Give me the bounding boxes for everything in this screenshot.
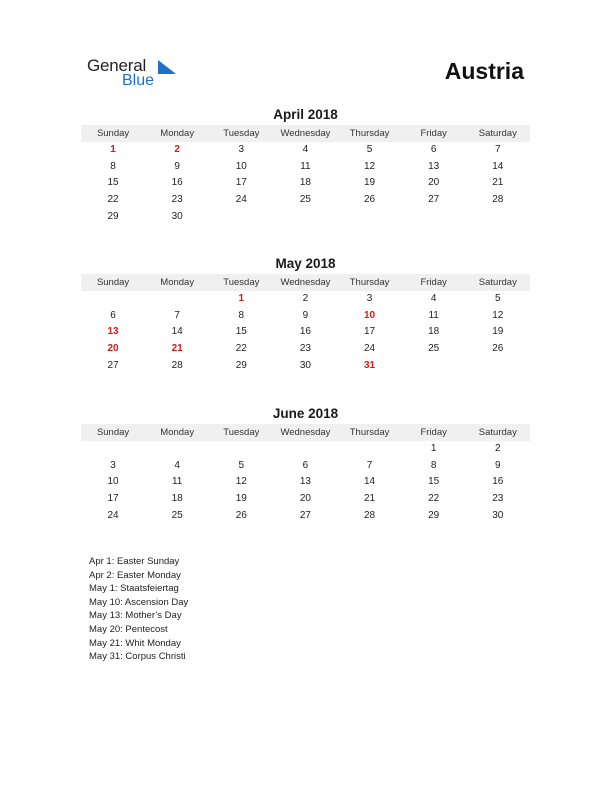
day-cell: 23 (299, 343, 311, 355)
weekday-label: Saturday (478, 277, 517, 288)
day-cell: 12 (364, 160, 376, 172)
weekday-label: Sunday (96, 427, 130, 438)
day-cell: 21 (364, 493, 376, 505)
day-cell: 27 (299, 509, 311, 521)
day-cell: 5 (238, 459, 245, 471)
day-cell: 11 (300, 160, 311, 172)
day-cell: 14 (492, 160, 504, 172)
day-cell: 16 (299, 326, 311, 338)
weekday-label: Sunday (96, 277, 130, 288)
day-cell: 7 (174, 309, 180, 321)
day-cell: 15 (428, 476, 440, 488)
day-cell: 25 (428, 343, 440, 355)
day-cell: 1 (430, 443, 437, 454)
weekday-label: Wednesday (280, 427, 331, 438)
day-cell: 24 (364, 343, 376, 355)
empty-day-cell (145, 441, 209, 458)
day-cell: 5 (495, 293, 501, 304)
day-cell: 8 (430, 459, 437, 471)
day-grid (81, 441, 530, 524)
day-cell: 15 (235, 326, 247, 338)
holiday-item: Apr 1: Easter Sunday (89, 556, 180, 567)
day-cell: 18 (299, 177, 311, 189)
day-cell: 30 (171, 210, 183, 222)
holiday-item: Apr 2: Easter Monday (89, 569, 181, 581)
day-cell: 6 (302, 459, 309, 471)
day-cell: 13 (299, 476, 311, 488)
day-cell: 3 (238, 144, 245, 155)
holiday-item: May 1: Staatsfeiertag (89, 583, 179, 595)
day-cell: 21 (492, 177, 504, 189)
day-cell: 17 (364, 326, 376, 338)
holiday-item: May 21: Whit Monday (89, 637, 181, 649)
weekday-label: Friday (420, 427, 447, 438)
day-cell: 5 (366, 144, 373, 155)
day-cell: 12 (235, 476, 247, 488)
day-cell: 16 (492, 476, 504, 488)
day-cell: 24 (235, 194, 247, 206)
weekday-label: Friday (420, 128, 447, 139)
holiday-day-cell: 2 (174, 144, 180, 155)
day-cell: 9 (495, 459, 501, 471)
weekday-label: Thursday (349, 427, 390, 438)
empty-day-cell (273, 441, 337, 458)
month-title: April 2018 (273, 107, 338, 122)
weekday-label: Tuesday (223, 128, 260, 139)
day-cell: 26 (364, 194, 376, 206)
day-cell: 9 (302, 309, 309, 321)
holiday-day-cell: 1 (238, 293, 245, 304)
day-cell: 22 (107, 194, 119, 206)
day-cell: 14 (364, 476, 376, 488)
day-cell: 4 (302, 144, 309, 155)
day-cell: 3 (110, 459, 116, 471)
day-cell: 25 (299, 194, 311, 206)
weekday-label: Saturday (478, 128, 517, 139)
day-cell: 17 (235, 177, 247, 189)
day-cell: 27 (428, 194, 440, 206)
weekday-label: Monday (160, 427, 195, 438)
weekday-label: Wednesday (280, 128, 331, 139)
day-cell: 10 (235, 160, 247, 172)
day-cell: 9 (174, 160, 180, 172)
brand-logo (87, 56, 187, 92)
weekday-label: Thursday (349, 277, 390, 288)
day-cell: 16 (171, 177, 183, 189)
empty-day-cell (338, 441, 402, 458)
month-title: June 2018 (272, 406, 339, 421)
day-cell: 28 (171, 359, 183, 371)
holiday-day-cell: 31 (364, 359, 376, 371)
day-cell: 19 (492, 326, 504, 338)
weekday-label: Friday (420, 277, 447, 288)
holiday-day-cell: 1 (110, 144, 116, 155)
weekday-label: Sunday (96, 128, 130, 139)
day-cell: 19 (364, 177, 376, 189)
empty-day-cell (145, 291, 209, 308)
day-cell: 17 (107, 493, 119, 505)
holiday-item: May 31: Corpus Christi (89, 651, 186, 663)
day-cell: 25 (171, 509, 183, 521)
day-cell: 26 (492, 343, 504, 355)
month-april (81, 107, 530, 225)
day-cell: 3 (366, 293, 373, 304)
day-cell: 14 (171, 326, 183, 338)
day-cell: 29 (428, 509, 440, 521)
weekday-label: Tuesday (223, 277, 260, 288)
weekday-header (81, 274, 530, 291)
empty-day-cell (81, 291, 145, 308)
holiday-list (89, 555, 188, 664)
weekday-label: Thursday (349, 128, 390, 139)
holiday-item: May 13: Mother’s Day (89, 610, 182, 622)
day-cell: 6 (430, 144, 437, 155)
day-cell: 28 (364, 509, 376, 521)
holiday-day-cell: 13 (107, 326, 119, 338)
day-cell: 18 (171, 493, 183, 505)
day-grid (81, 142, 530, 225)
month-title: May 2018 (275, 256, 336, 271)
day-cell: 11 (171, 476, 183, 488)
day-cell: 23 (492, 493, 504, 505)
weekday-header (81, 424, 530, 441)
day-cell: 22 (235, 343, 247, 355)
month-may (81, 256, 530, 374)
day-cell: 26 (235, 509, 247, 521)
day-cell: 8 (238, 309, 245, 321)
day-cell: 19 (235, 493, 247, 505)
day-cell: 29 (107, 210, 119, 222)
day-grid (81, 291, 530, 374)
day-cell: 23 (171, 194, 183, 206)
holiday-item: May 20: Pentecost (89, 623, 168, 635)
day-cell: 29 (235, 359, 247, 371)
logo-text-general: General (87, 56, 147, 75)
day-cell: 2 (302, 293, 309, 304)
day-cell: 20 (299, 493, 311, 505)
weekday-label: Tuesday (223, 427, 260, 438)
empty-day-cell (81, 441, 145, 458)
day-cell: 24 (107, 509, 119, 521)
day-cell: 27 (107, 359, 119, 371)
day-cell: 18 (428, 326, 440, 338)
day-cell: 20 (428, 177, 440, 189)
holiday-day-cell: 21 (171, 343, 183, 355)
weekday-label: Monday (160, 277, 195, 288)
day-cell: 7 (366, 459, 373, 471)
day-cell: 30 (492, 509, 504, 521)
day-cell: 13 (428, 160, 440, 172)
holiday-day-cell: 20 (107, 343, 119, 355)
holiday-day-cell: 10 (364, 309, 376, 321)
day-cell: 4 (174, 459, 180, 471)
day-cell: 8 (110, 160, 116, 172)
weekday-label: Wednesday (280, 277, 331, 288)
day-cell: 10 (107, 476, 119, 488)
day-cell: 7 (495, 144, 501, 155)
day-cell: 2 (495, 443, 501, 454)
day-cell: 11 (428, 309, 439, 321)
logo-flag-icon (158, 60, 176, 74)
day-cell: 28 (492, 194, 504, 206)
weekday-header (81, 125, 530, 142)
day-cell: 15 (107, 177, 119, 189)
weekday-label: Saturday (478, 427, 517, 438)
country-title: Austria (444, 58, 524, 84)
day-cell: 22 (428, 493, 440, 505)
day-cell: 12 (492, 309, 504, 321)
logo-text-blue: Blue (122, 72, 155, 89)
month-june (81, 406, 530, 524)
day-cell: 4 (430, 293, 437, 304)
day-cell: 30 (299, 359, 311, 371)
holiday-item: May 10: Ascension Day (89, 596, 189, 608)
weekday-label: Monday (160, 128, 195, 139)
day-cell: 6 (110, 309, 116, 321)
empty-day-cell (209, 441, 273, 458)
